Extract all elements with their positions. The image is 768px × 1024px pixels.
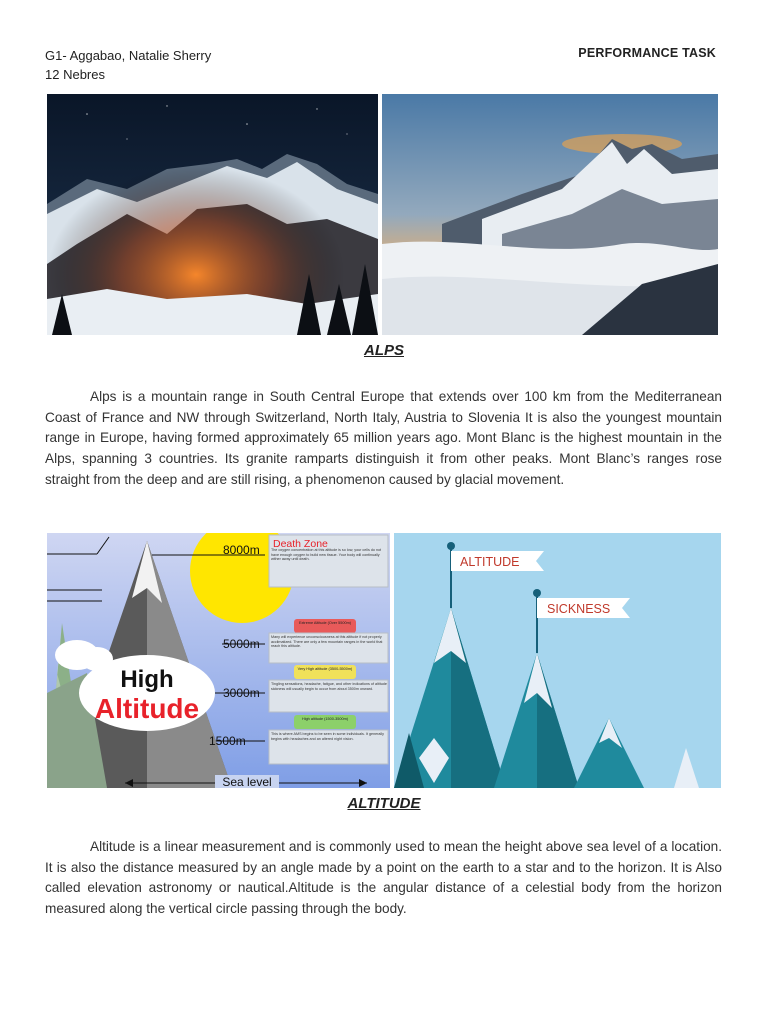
high-altitude-badge: High altitude (1500-3500m)	[301, 717, 348, 721]
death-zone-title: Death Zone	[273, 538, 328, 550]
high-altitude-infographic	[47, 533, 390, 788]
extreme-altitude-text: Many will experience unconsciousness at this altitude if not properly acclimatized. There are only a few mountain ranges in the world that reach this altitude.	[271, 635, 383, 649]
class-section: 12 Nebres	[45, 67, 105, 82]
level-5000: 5000m	[223, 637, 260, 651]
level-3000: 3000m	[223, 686, 260, 700]
altitude-paragraph	[45, 837, 722, 920]
alps-night-photo	[47, 94, 378, 335]
death-zone-text: The oxygen concentration at this altitude is so low, your cells do not have enough oxygen to build new tissue. Your body will continually wither away until death.	[271, 548, 382, 562]
alps-heading: ALPS	[363, 342, 404, 359]
high-altitude-text: This is where AMS begins to be seen in some individuals. It generally begins with headaches and an altered night vision.	[271, 732, 384, 741]
task-title: PERFORMANCE TASK	[578, 46, 716, 60]
very-high-altitude-badge: Very High altitude (3500-5500m)	[297, 667, 353, 671]
alps-paragraph-text: Alps is a mountain range in South Central Europe that extends over 100 km from the Mediterranean Coast of France and NW through Switzerland, North Italy, Austria to Slovenia It is also the youngest mountain range in Europe, having formed approximately 65 million years ago. Mont Blanc is the highest mountain in the Alps, spanning 3 countries. Its granite ramparts distinguish it from other peaks. Mont Blanc’s ranges rose straight from the deep and are still rising, a phenomenon caused by glacial movement.	[45, 389, 722, 487]
level-8000: 8000m	[223, 543, 260, 557]
level-1500: 1500m	[209, 734, 246, 748]
sea-level-label: Sea level	[222, 775, 272, 788]
altitude-heading: ALTITUDE	[347, 795, 421, 812]
infographic-title-line1: High	[120, 666, 174, 693]
alps-sunset-photo	[382, 94, 718, 335]
flag-altitude: ALTITUDE	[460, 555, 520, 569]
very-high-altitude-text: Tingling sensations, headache, fatigue, and other indications of altitude sickness will usually begin to occur from about 3500m onward.	[271, 682, 387, 691]
altitude-paragraph-text: Altitude is a linear measurement and is commonly used to mean the height above sea level of a location. It is also the distance measured by an angle made by a point on the earth to a star and to the horizon. It is Also called elevation astronomy or nautical.Altitude is the angular distance of a celestial body from the horizon measured along the vertical circle passing through the body.	[45, 839, 722, 917]
altitude-sickness-illustration	[394, 533, 721, 788]
extreme-altitude-badge: Extreme Altitude (Over 5500m)	[298, 621, 352, 625]
infographic-title-line2: Altitude	[94, 693, 200, 724]
flag-sickness: SICKNESS	[547, 602, 611, 616]
document-header	[45, 46, 211, 84]
alps-paragraph	[45, 387, 722, 491]
author-name: G1- Aggabao, Natalie Sherry	[45, 48, 212, 63]
